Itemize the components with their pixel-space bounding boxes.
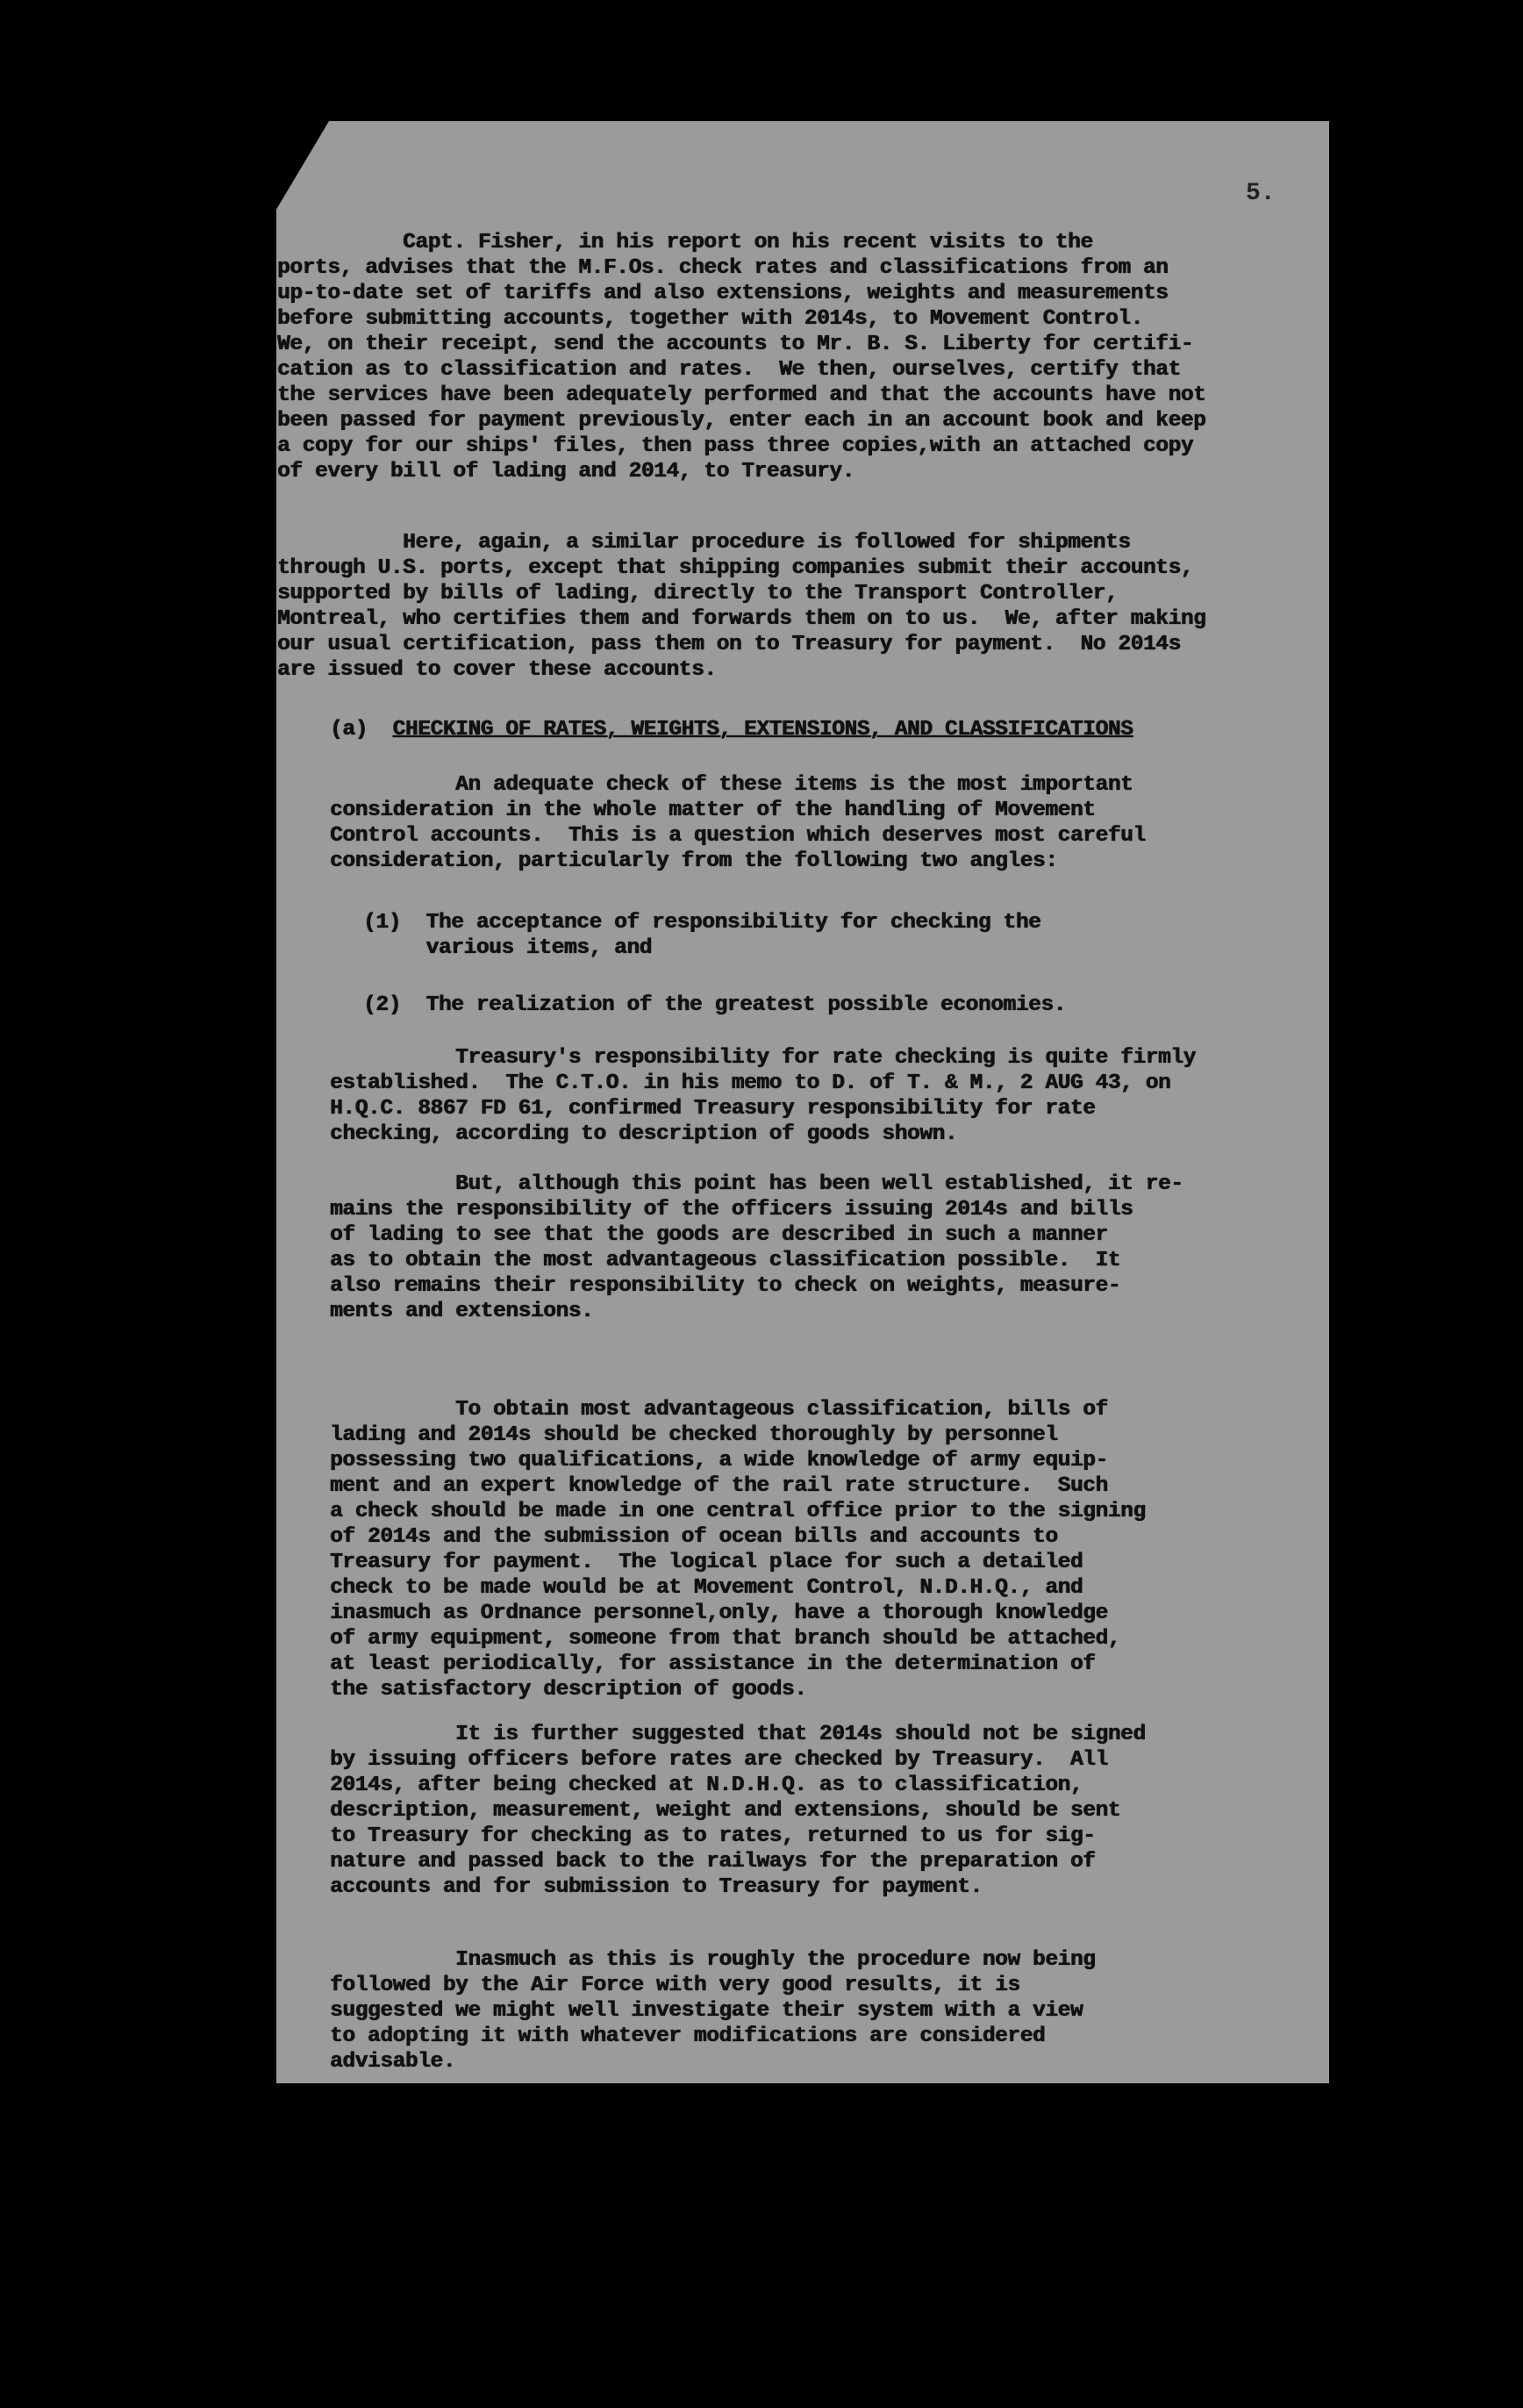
paragraph-1: Capt. Fisher, in his report on his recent visits to the ports, advises that the M.F.Os. check rates and classifications from an up-to-date set of tariffs and also extensions, weights and measurements before submitting accounts, together with 2014s, to Movement Control. We, on their receipt, send the accounts to Mr. B. S. Liberty for certifi- cation as to classification and rates. We then, ourselves, certify that the services have been adequately performed and that the accounts have not been passed for payment previously, enter each in an account book and keep a copy for our ships' files, then pass three copies,with an attached copy of every bill of lading and 2014, to Treasury. (277, 231, 1206, 484)
section-title: CHECKING OF RATES, WEIGHTS, EXTENSIONS, AND CLASSIFICATIONS (392, 718, 1133, 742)
list-item-1: (1) The acceptance of responsibility for checking the various items, and (363, 911, 1041, 960)
page-number: 5. (1246, 180, 1276, 207)
paragraph-4: Treasury's responsibility for rate checking is quite firmly established. The C.T.O. in his memo to D. of T. & M., 2 AUG 43, on H.Q.C. 8867 FD 61, confirmed Treasury responsibility for rate checking, according to description of goods shown. (330, 1046, 1196, 1146)
section-label: (a) (330, 718, 368, 742)
paragraph-7: It is further suggested that 2014s should not be signed by issuing officers before rates are checked by Treasury. All 2014s, after being checked at N.D.H.Q. as to classification, description, measurement, weight and extensions, should be sent to Treasury for checking as to rates, returned to us for sig- nature and passed back to the railways for the preparation of accounts and for submission to Treasury for payment. (330, 1723, 1146, 1899)
paragraph-6: To obtain most advantageous classification, bills of lading and 2014s should be checked thoroughly by personnel possessing two qualifications, a wide knowledge of army equip- ment and an expert knowledge of the rail rate structure. Such a check should be made in one central office prior to the signing of 2014s and the submission of ocean bills and accounts to Treasury for payment. The logical place for such a detailed check to be made would be at Movement Control, N.D.H.Q., and inasmuch as Ordnance personnel,only, have a thorough knowledge of army equipment, someone from that branch should be attached, at least periodically, for assistance in the determination of the satisfactory description of goods. (330, 1398, 1146, 1702)
paragraph-2: Here, again, a similar procedure is followed for shipments through U.S. ports, except that shipping companies submit their accounts, supported by bills of lading, directly to the Transport Controller, Montreal, who certifies them and forwards them on to us. We, after making our usual certification, pass them on to Treasury for payment. No 2014s are issued to cover these accounts. (277, 531, 1206, 682)
paragraph-5: But, although this point has been well established, it re- mains the responsibility of the officers issuing 2014s and bills of lading to see that the goods are described in such a manner as to obtain the most advantageous classification possible. It also remains their responsibility to check on weights, measure- ments and extensions. (330, 1172, 1183, 1323)
punch-hole (200, 199, 235, 234)
list-item-2: (2) The realization of the greatest possible economies. (363, 993, 1066, 1017)
paragraph-8: Inasmuch as this is roughly the procedure now being followed by the Air Force with very good results, it is suggested we might well investigate their system with a view to adopting it with whatever modifications are considered advisable. (330, 1948, 1096, 2074)
paragraph-3: An adequate check of these items is the most important consideration in the whole matter of the handling of Movement Control accounts. This is a question which deserves most careful consideration, particularly from the following two angles: (330, 773, 1146, 873)
section-heading (330, 717, 1133, 742)
